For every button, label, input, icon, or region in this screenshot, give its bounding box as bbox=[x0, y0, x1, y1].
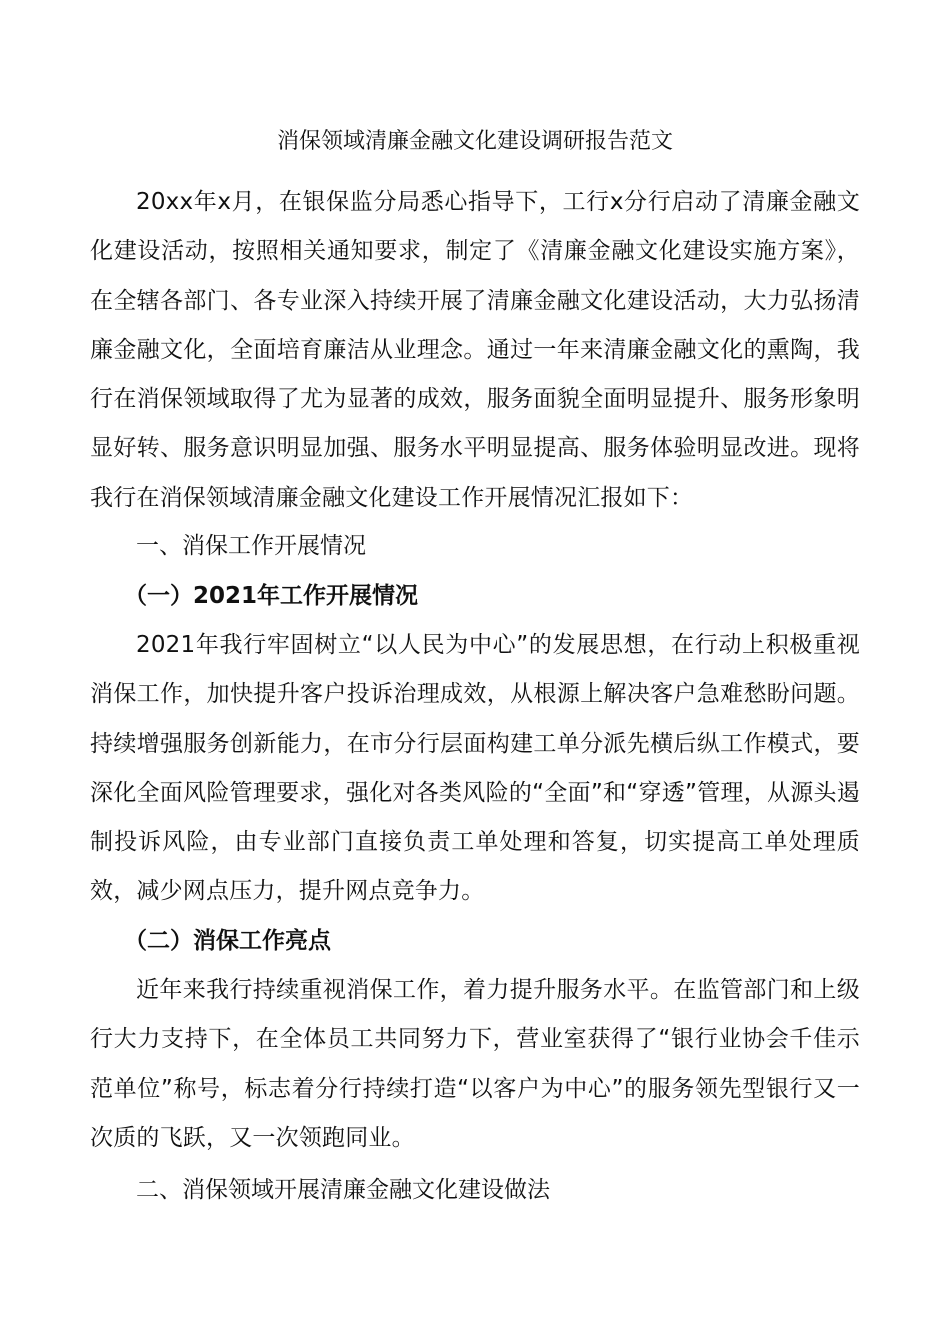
subsection-1-heading: （一）2021年工作开展情况 bbox=[124, 583, 419, 609]
document-title: 消保领域清廉金融文化建设调研报告范文 bbox=[276, 129, 673, 154]
subsection-2-paragraph: 近年来我行持续重视消保工作，着力提升服务水平。在监管部门和上级行大力支持下，在全体员工共同努力下，营业室获得了“银行业协会千佳示范单位”称号，标志着分行持续打造“以客户为中心”的服务领先型银行又一次质的飞跃，又一次领跑同业。 bbox=[90, 977, 860, 1151]
subsection-1-paragraph: 2021年我行牢固树立“以人民为中心”的发展思想，在行动上积极重视消保工作，加快提升客户投诉治理成效，从根源上解决客户急难愁盼问题。持续增强服务创新能力，在市分行层面构建工单分派先横后纵工作模式，要深化全面风险管理要求，强化对各类风险的“全面”和“穿透”管理，从源头遏制投诉风险，由专业部门直接负责工单处理和答复，切实提高工单处理质效，减少网点压力，提升网点竞争力。 bbox=[90, 632, 860, 905]
intro-paragraph: 20xx年x月，在银保监分局悉心指导下，工行x分行启动了清廉金融文化建设活动，按照相关通知要求，制定了《清廉金融文化建设实施方案》，在全辖各部门、各专业深入持续开展了清廉金融文化建设活动，大力弘扬清廉金融文化，全面培育廉洁从业理念。通过一年来清廉金融文化的熏陶，我行在消保领域取得了尤为显著的成效，服务面貌全面明显提升、服务形象明显好转、服务意识明显加强、服务水平明显提高、服务体验明显改进。现将我行在消保领域清廉金融文化建设工作开展情况汇报如下： bbox=[90, 189, 860, 511]
section-2-heading: 二、消保领域开展清廉金融文化建设做法 bbox=[136, 1177, 550, 1203]
subsection-2-heading: （二）消保工作亮点 bbox=[124, 928, 331, 954]
section-1-heading: 一、消保工作开展情况 bbox=[136, 533, 366, 559]
